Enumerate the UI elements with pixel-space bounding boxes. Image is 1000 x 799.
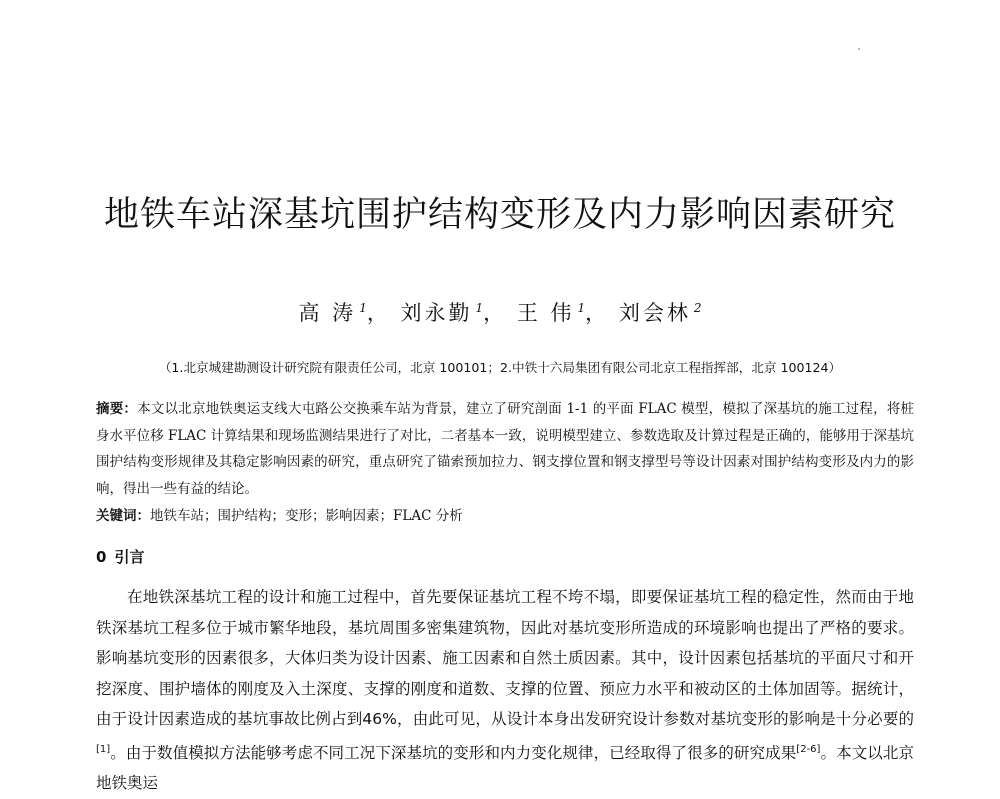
author-separator: ， bbox=[483, 301, 508, 325]
section-heading bbox=[96, 546, 144, 567]
author-name: 刘会林 bbox=[618, 301, 691, 325]
section-number: 0 bbox=[96, 548, 107, 566]
author-list bbox=[0, 297, 1000, 327]
affiliation-line: （1.北京城建勘测设计研究院有限责任公司，北京 100101；2.中铁十六局集团有限公司北京工程指挥部，北京 100124） bbox=[158, 360, 842, 375]
body-text-part: 。本文以北京地铁奥运 bbox=[96, 743, 914, 793]
body-text-part: 。由于数值模拟方法能够考虑不同工况下深基坑的变形和内力变化规律，已经取得了很多的研究成果 bbox=[110, 743, 797, 762]
citation-ref: [1] bbox=[96, 743, 111, 755]
author-name: 王 伟 bbox=[516, 301, 575, 325]
author-affiliation-mark: 1 bbox=[577, 301, 586, 315]
author-name: 刘永勤 bbox=[400, 301, 473, 325]
abstract-text: 本文以北京地铁奥运支线大屯路公交换乘车站为背景，建立了研究剖面 1-1 的平面 FLAC 模型，模拟了深基坑的施工过程，将桩身水平位移 FLAC 计算结果和现场监测结果进行了对比，二者基本一致，说明模型建立、参数选取及计算过程是正确的，能够用于深基坑围护结构变形规律及其稳定影响因素的研究，重点研究了锚索预加拉力、钢支撑位置和钢支撑型号等设计因素对围护结构变形及内力的影响，得出一些有益的结论。 bbox=[96, 401, 914, 497]
author-affiliation-mark: 1 bbox=[475, 301, 484, 315]
section-title: 引言 bbox=[114, 548, 145, 566]
keywords bbox=[96, 504, 914, 524]
scan-speck bbox=[858, 48, 860, 50]
keywords-label: 关键词： bbox=[96, 508, 150, 524]
author-affiliation-mark: 1 bbox=[359, 301, 367, 315]
author-separator: ， bbox=[366, 301, 391, 325]
keywords-text: 地铁车站；围护结构；变形；影响因素；FLAC 分析 bbox=[150, 508, 463, 524]
author-affiliation-mark: 2 bbox=[693, 301, 702, 315]
citation-ref: [2-6] bbox=[796, 743, 821, 755]
paper-title: 地铁车站深基坑围护结构变形及内力影响因素研究 bbox=[103, 195, 896, 236]
body-text-part: 在地铁深基坑工程的设计和施工过程中，首先要保证基坑工程不垮不塌，即要保证基坑工程的稳定性，然而由于地铁深基坑工程多位于城市繁华地段，基坑周围多密集建筑物，因此对基坑变形所造成的环境影响也提出了严格的要求。影响基坑变形的因素很多，大体归类为设计因素、施工因素和自然土质因素。其中，设计因素包括基坑的平面尺寸和开挖深度、围护墙体的刚度及入土深度、支撑的刚度和道数、支撑的位置、预应力水平和被动区的土体加固等。据统计，由于设计因素造成的基坑事故比例占到46%，由此可见，从设计本身出发研究设计参数对基坑变形的影响是十分必要的 bbox=[96, 588, 914, 728]
abstract bbox=[96, 396, 914, 502]
author-name: 高 涛 bbox=[298, 301, 357, 325]
body-paragraph bbox=[96, 582, 914, 799]
author-separator: ， bbox=[585, 301, 610, 325]
abstract-label: 摘要： bbox=[96, 401, 138, 417]
